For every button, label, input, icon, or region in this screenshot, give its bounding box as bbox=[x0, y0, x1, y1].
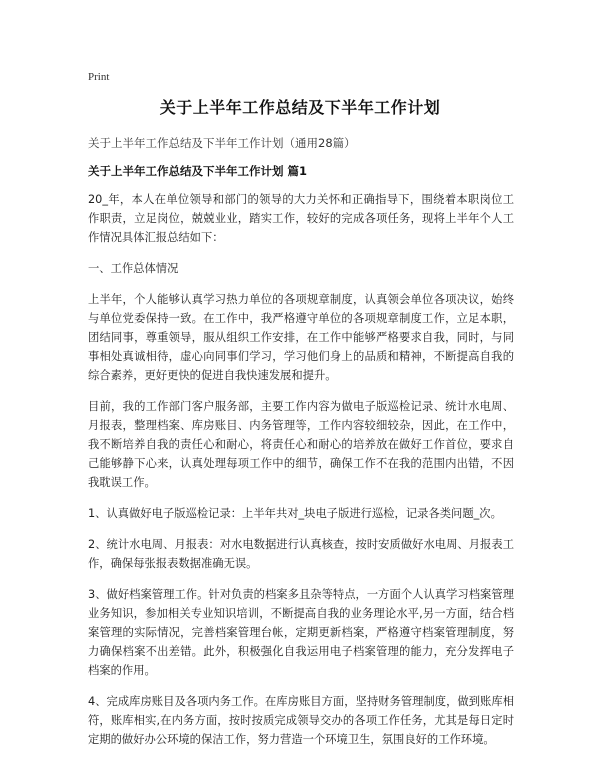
page-title: 关于上半年工作总结及下半年工作计划 bbox=[159, 98, 441, 117]
paragraph-item-1: 1、认真做好电子版巡检记录：上半年共对_块电子版进行巡检，记录各类问题_次。 bbox=[88, 507, 502, 520]
document-body bbox=[88, 134, 514, 761]
print-link[interactable]: Print bbox=[88, 71, 110, 83]
section-heading: 关于上半年工作总结及下半年工作计划 篇1 bbox=[88, 164, 308, 178]
paragraph-item-3: 3、做好档案管理工作。针对负责的档案多且杂等特点，一方面个人认真学习档案管理业务知识，参加相关专业知识培训，不断提高自我的业务理论水平,另一方面，结合档案管理的实际情况，完善档案管理台帐，定期更新档案，严格遵守档案管理制度，努力确保档案不出差错。此外，积极强化自我运用电子档案管理的能力，充分发挥电子档案的作用。 bbox=[88, 588, 514, 677]
paragraph-overview: 上半年，个人能够认真学习热力单位的各项规章制度，认真领会单位各项决议，始终与单位党委保持一致。在工作中，我严格遵守单位的各项规章制度工作，立足本职，团结同事，尊重领导，服从组织工作安排，在工作中能够严格要求自我，同时，与同事相处真诚相待，虚心向同事们学习，学习他们身上的品质和精神，不断提高自我的综合素养，更好更快的促进自我快速发展和提升。 bbox=[88, 293, 514, 382]
document-subtitle: 关于上半年工作总结及下半年工作计划（通用28篇） bbox=[88, 136, 356, 150]
paragraph-heading-overview: 一、工作总体情况 bbox=[88, 262, 179, 275]
paragraph-intro: 20_年，本人在单位领导和部门的领导的大力关怀和正确指导下，围绕着本职岗位工作职责，立足岗位，兢兢业业，踏实工作，较好的完成各项任务，现将上半年个人工作情况具体汇报总结如下： bbox=[88, 193, 514, 244]
paragraph-item-4: 4、完成库房账目及各项内务工作。在库房账目方面，坚持财务管理制度，做到账库相符，账库相实,在内务方面，按时按质完成领导交办的各项工作任务，尤其是每日定时定期的做好办公环境的保洁工作，努力营造一个环境卫生，氛围良好的工作环境。 bbox=[88, 695, 514, 746]
paragraph-current-work: 目前，我的工作部门客户服务部，主要工作内容为做电子版巡检记录、统计水电周、月报表，整理档案、库房账目、内务管理等，工作内容较细较杂，因此，在工作中，我不断培养自我的责任心和耐心，将责任心和耐心的培养放在做好工作首位，要求自己能够静下心来，认真处理每项工作中的细节，确保工作不在我的范围内出错，不因我耽误工作。 bbox=[88, 400, 514, 489]
paragraph-item-2: 2、统计水电周、月报表：对水电数据进行认真核查，按时安质做好水电周、月报表工作，确保每张报表数据准确无误。 bbox=[88, 538, 514, 570]
